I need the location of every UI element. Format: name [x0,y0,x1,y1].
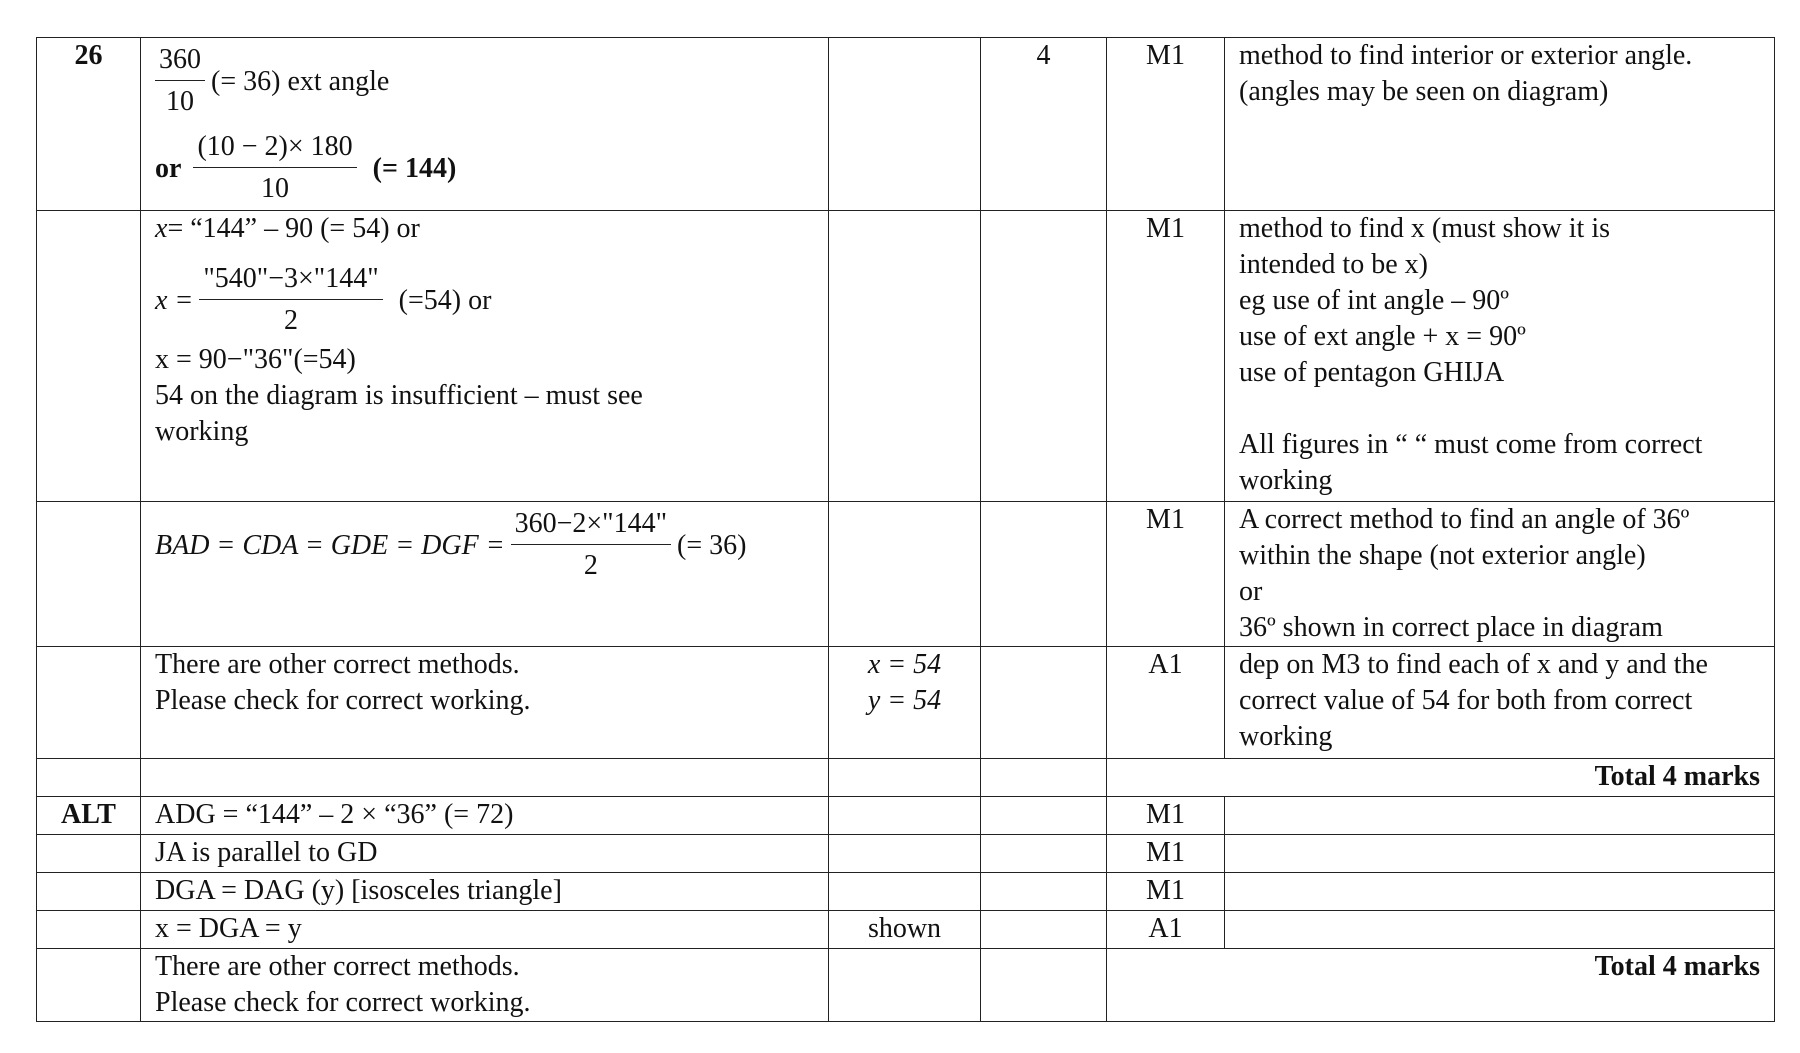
table-row [37,911,1775,949]
note-line: or [1239,576,1263,607]
mark-code: M1 [1107,835,1225,873]
answer-cell [829,38,981,211]
answer-cell [829,835,981,873]
notes-cell [1225,911,1775,949]
answer-cell [829,647,981,759]
angle-equation: BAD = CDA = GDE = DGF = [155,529,505,561]
note-line: method to find interior or exterior angle. [1239,40,1693,71]
empty-cell [37,759,141,797]
marks-cell [981,797,1107,835]
working-line: = “144” – 90 (= 54) or [167,213,420,244]
table-row [37,835,1775,873]
table-row [37,949,1775,1022]
empty-cell [37,835,141,873]
table-row [37,759,1775,797]
notes-cell [1225,502,1775,647]
working-cell [141,38,829,211]
working-cell: x = DGA = y [141,911,829,949]
fraction-denominator: 10 [166,86,194,117]
answer-value: y = 54 [867,685,942,716]
empty-cell [37,911,141,949]
answer-cell [829,502,981,647]
variable-x: x = [155,284,194,316]
working-cell: DGA = DAG (y) [isosceles triangle] [141,873,829,911]
answer-cell: shown [829,911,981,949]
total-marks: Total 4 marks [1107,949,1775,1022]
marks-cell [981,647,1107,759]
question-number [37,647,141,759]
notes-cell [1225,797,1775,835]
int-angle-text: (= 144) [372,152,457,184]
note-line: 36º shown in correct place in diagram [1239,612,1663,643]
marks-cell [981,873,1107,911]
working-line: x = 90−"36"(=54) [155,344,356,375]
note-line: eg use of int angle – 90º [1239,285,1509,316]
note-line: (angles may be seen on diagram) [1239,76,1609,107]
marks-cell [981,911,1107,949]
empty-cell [37,873,141,911]
note-line: within the shape (not exterior angle) [1239,540,1646,571]
working-cell [141,949,829,1022]
notes-cell [1225,211,1775,502]
answer-value: x = 54 [867,649,942,680]
fraction-denominator: 2 [583,550,598,581]
note-line: A correct method to find an angle of 36º [1239,504,1690,535]
mark-code: M1 [1107,502,1225,647]
marks-cell [981,835,1107,873]
marks-cell [981,211,1107,502]
note-line: working [1239,465,1333,496]
note-line [1239,391,1760,427]
empty-cell [37,949,141,1022]
or-label: or [155,152,182,184]
empty-cell [141,759,829,797]
answer-cell [829,211,981,502]
mark-code: A1 [1107,647,1225,759]
marks-cell: 4 [981,38,1107,211]
total-marks: Total 4 marks [1107,759,1775,797]
notes-cell [1225,873,1775,911]
working-line: (= 36) [677,529,747,561]
answer-cell [829,873,981,911]
marks-cell [981,502,1107,647]
working-cell [141,647,829,759]
fraction-numerator: 360 [155,40,205,81]
empty-cell [829,759,981,797]
working-cell [141,211,829,502]
mark-code: M1 [1107,211,1225,502]
mark-code: M1 [1107,38,1225,211]
question-number: 26 [37,38,141,211]
note-line: All figures in “ “ must come from correct [1239,429,1703,460]
working-line: Please check for correct working. [155,987,531,1018]
working-cell: JA is parallel to GD [141,835,829,873]
empty-cell [981,759,1107,797]
table-row [37,211,1775,502]
fraction-denominator: 2 [283,305,298,336]
question-number [37,502,141,647]
note-line: correct value of 54 for both from correct [1239,685,1693,716]
note-line: method to find x (must show it is [1239,213,1610,244]
note-line: working [1239,721,1333,752]
table-row [37,38,1775,211]
fraction-numerator: 360−2×"144" [511,504,671,545]
mark-code: M1 [1107,873,1225,911]
table-row [37,502,1775,647]
table-row [37,797,1775,835]
question-number [37,211,141,502]
working-line: 54 on the diagram is insufficient – must see [155,380,643,411]
fraction-numerator: "540"−3×"144" [199,259,382,300]
table-row [37,647,1775,759]
mark-scheme-table [36,37,1775,1022]
working-line: (=54) or [398,284,492,316]
variable-x: x [155,213,168,244]
answer-cell [829,797,981,835]
working-line: There are other correct methods. [155,649,520,680]
working-line: ADG = “144” – 2 × “36” (= 72) [155,799,514,830]
note-line: dep on M3 to find each of x and y and the [1239,649,1708,680]
alt-label: ALT [37,797,141,835]
table-row [37,873,1775,911]
working-line: working [155,416,249,447]
mark-code: A1 [1107,911,1225,949]
marks-cell [981,949,1107,1022]
notes-cell [1225,835,1775,873]
fraction-numerator: (10 − 2)× 180 [193,127,356,168]
note-line: use of pentagon GHIJA [1239,357,1505,388]
working-cell [141,502,829,647]
working-line: Please check for correct working. [155,685,531,716]
notes-cell [1225,38,1775,211]
ext-angle-text: (= 36) ext angle [211,65,390,97]
working-cell [141,797,829,835]
working-line: There are other correct methods. [155,951,520,982]
fraction-denominator: 10 [261,173,290,204]
answer-cell [829,949,981,1022]
note-line: intended to be x) [1239,249,1428,280]
mark-code: M1 [1107,797,1225,835]
notes-cell [1225,647,1775,759]
note-line: use of ext angle + x = 90º [1239,321,1526,352]
